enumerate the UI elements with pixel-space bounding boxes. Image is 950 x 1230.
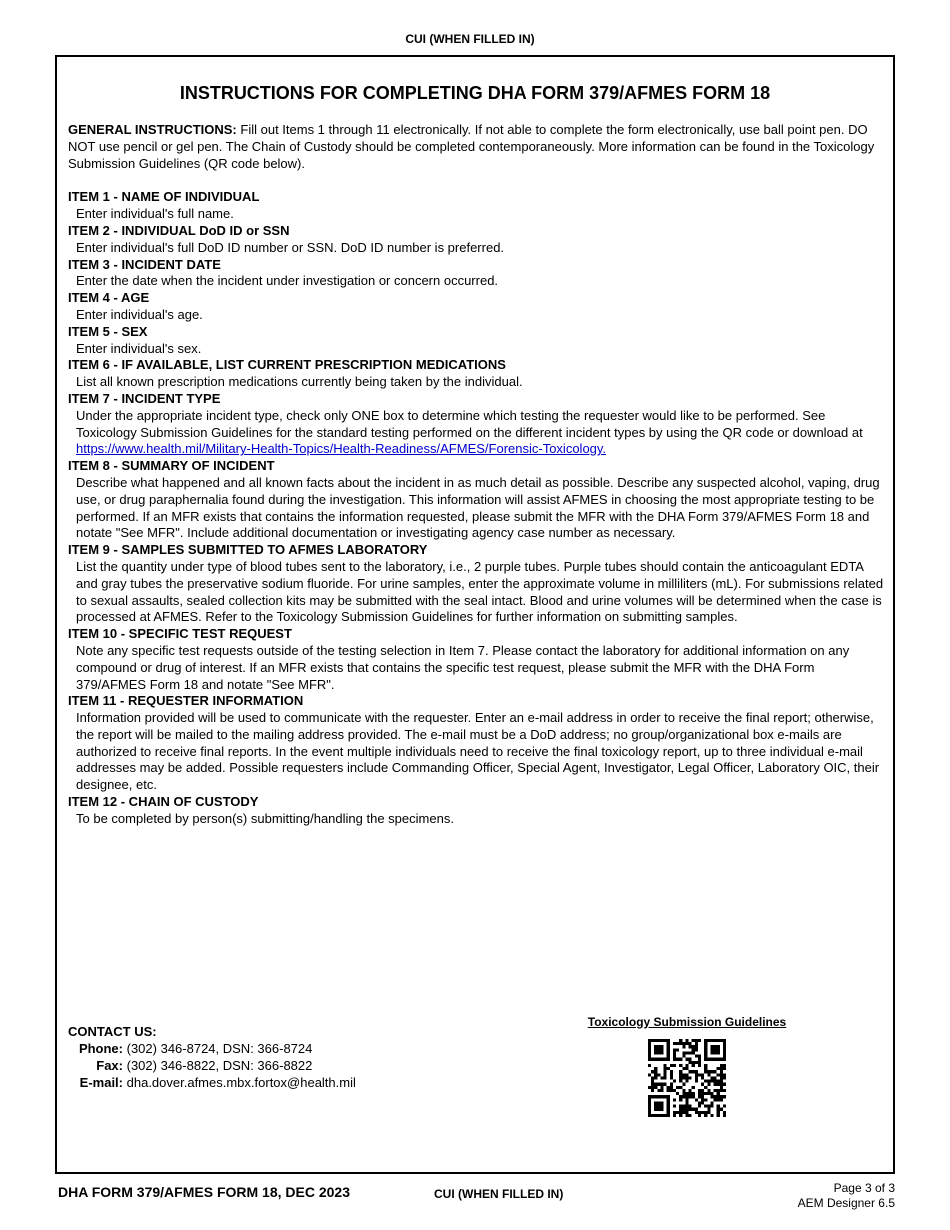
item-9-title: ITEM 9 - SAMPLES SUBMITTED TO AFMES LABORATORY xyxy=(68,542,428,558)
contact-us xyxy=(68,1023,356,1091)
cui-footer: CUI (WHEN FILLED IN) xyxy=(434,1187,564,1201)
item-10-body: Note any specific test requests outside of the testing selection in Item 7. Please contact the laboratory for additional information on any compound or drug of interest. If an MFR exists that contains the specific test request, please submit the MFR with the DHA Form 379/AFMES Form 18 and notate "See MFR". xyxy=(76,642,850,692)
item-7-body xyxy=(76,408,888,458)
item-1-title: ITEM 1 - NAME OF INDIVIDUAL xyxy=(68,189,260,205)
item-10-title: ITEM 10 - SPECIFIC TEST REQUEST xyxy=(68,626,292,642)
phone-label: Phone: xyxy=(78,1041,123,1056)
item-11-body: Information provided will be used to communicate with the requester. Enter an e-mail address in order to receive the final report; otherwise, the report will be mailed to the mailing address provided. The e-mail must be a DoD address; no group/organizational box e-mails are authorized to receive final reports. In the event multiple individuals need to receive the final toxicology report, up to three individual e-mail addresses may be added. Possible requesters include Commanding Officer, Special Agent, Investigator, Legal Officer, Laboratory OIC, their designee, etc. xyxy=(76,710,880,793)
item-7-title: ITEM 7 - INCIDENT TYPE xyxy=(68,390,221,406)
item-1-body: Enter individual's full name. xyxy=(76,206,234,222)
item-3-title: ITEM 3 - INCIDENT DATE xyxy=(68,256,221,272)
qr-code-icon[interactable] xyxy=(648,1039,726,1117)
item-5-title: ITEM 5 - SEX xyxy=(68,323,148,339)
item-5-body: Enter individual's sex. xyxy=(76,340,202,356)
form-identifier: DHA FORM 379/AFMES FORM 18, DEC 2023 xyxy=(58,1184,350,1200)
qr-block xyxy=(577,1015,797,1117)
contact-title: CONTACT US: xyxy=(68,1024,157,1039)
general-instructions-label: GENERAL INSTRUCTIONS: xyxy=(68,122,237,137)
designer-version: AEM Designer 6.5 xyxy=(797,1196,895,1210)
instructions-content xyxy=(68,122,888,828)
item-8-title: ITEM 8 - SUMMARY OF INCIDENT xyxy=(68,458,275,474)
item-6-body: List all known prescription medications currently being taken by the individual. xyxy=(76,374,523,390)
item-6-title: ITEM 6 - IF AVAILABLE, LIST CURRENT PRESCRIPTION MEDICATIONS xyxy=(68,357,506,373)
item-4-title: ITEM 4 - AGE xyxy=(68,290,150,306)
email-label: E-mail: xyxy=(79,1075,123,1090)
item-4-body: Enter individual's age. xyxy=(76,306,203,322)
item-11-title: ITEM 11 - REQUESTER INFORMATION xyxy=(68,693,304,709)
general-instructions-text: Fill out Items 1 through 11 electronically. If not able to complete the form electronically, use ball point pen. DO NOT use pencil or gel pen. The Chain of Custody should be completed contemporaneously. More information can be found in the Toxicology Submission Guidelines (QR code below). xyxy=(68,122,875,171)
page-title: INSTRUCTIONS FOR COMPLETING DHA FORM 379/AFMES FORM 18 xyxy=(179,83,771,103)
general-instructions xyxy=(68,122,888,172)
contact-phone xyxy=(68,1040,356,1057)
qr-title: Toxicology Submission Guidelines xyxy=(587,1015,787,1029)
fax-value: (302) 346-8822, DSN: 366-8822 xyxy=(126,1058,313,1073)
item-2-title: ITEM 2 - INDIVIDUAL DoD ID or SSN xyxy=(68,222,290,238)
item-12-title: ITEM 12 - CHAIN OF CUSTODY xyxy=(68,794,259,810)
fax-label: Fax: xyxy=(96,1058,123,1073)
page-number: Page 3 of 3 xyxy=(833,1181,895,1195)
page-info xyxy=(798,1181,895,1211)
email-value: dha.dover.afmes.mbx.fortox@health.mil xyxy=(126,1075,356,1090)
instructions-frame xyxy=(55,55,895,1174)
phone-value: (302) 346-8724, DSN: 366-8724 xyxy=(126,1041,313,1056)
item-12-body: To be completed by person(s) submitting/handling the specimens. xyxy=(76,810,454,826)
forensic-toxicology-link[interactable]: https://www.health.mil/Military-Health-Topics/Health-Readiness/AFMES/Forensic-Toxicology. xyxy=(76,441,607,457)
item-9-body: List the quantity under type of blood tubes sent to the laboratory, i.e., 2 purple tubes. Purple tubes should contain the anticoagulant EDTA and gray tubes the preservative sodium fluoride. For urine samples, enter the approximate volume in milliliters (mL). For submissions related to sexual assaults, sealed collection kits may be submitted with the seal intact. Blood and urine volumes will be determined when the case is processed at AFMES. Refer to the Toxicology Submission Guidelines for further information on submitting samples. xyxy=(76,558,884,625)
item-8-body: Describe what happened and all known facts about the incident in as much detail as possible. Describe any suspected alcohol, vaping, drug use, or drug paraphernalia found during the investigation. This information will assist AFMES in choosing the most appropriate testing to be performed. If an MFR exists that contains the information requested, please submit the MFR with the DHA Form 379/AFMES Form 18 and notate "See MFR". Include additional documentation or investigating agency case number as necessary. xyxy=(76,474,880,541)
item-3-body: Enter the date when the incident under investigation or concern occurred. xyxy=(76,273,499,289)
item-7-text: Under the appropriate incident type, check only ONE box to determine which testing the requester would like to be performed. See Toxicology Submission Guidelines for the standard testing performed on the different incident types by using the QR code or download at xyxy=(76,407,863,440)
contact-email xyxy=(68,1074,356,1091)
cui-header: CUI (WHEN FILLED IN) xyxy=(405,32,535,46)
contact-fax xyxy=(68,1057,356,1074)
item-2-body: Enter individual's full DoD ID number or SSN. DoD ID number is preferred. xyxy=(76,239,505,255)
